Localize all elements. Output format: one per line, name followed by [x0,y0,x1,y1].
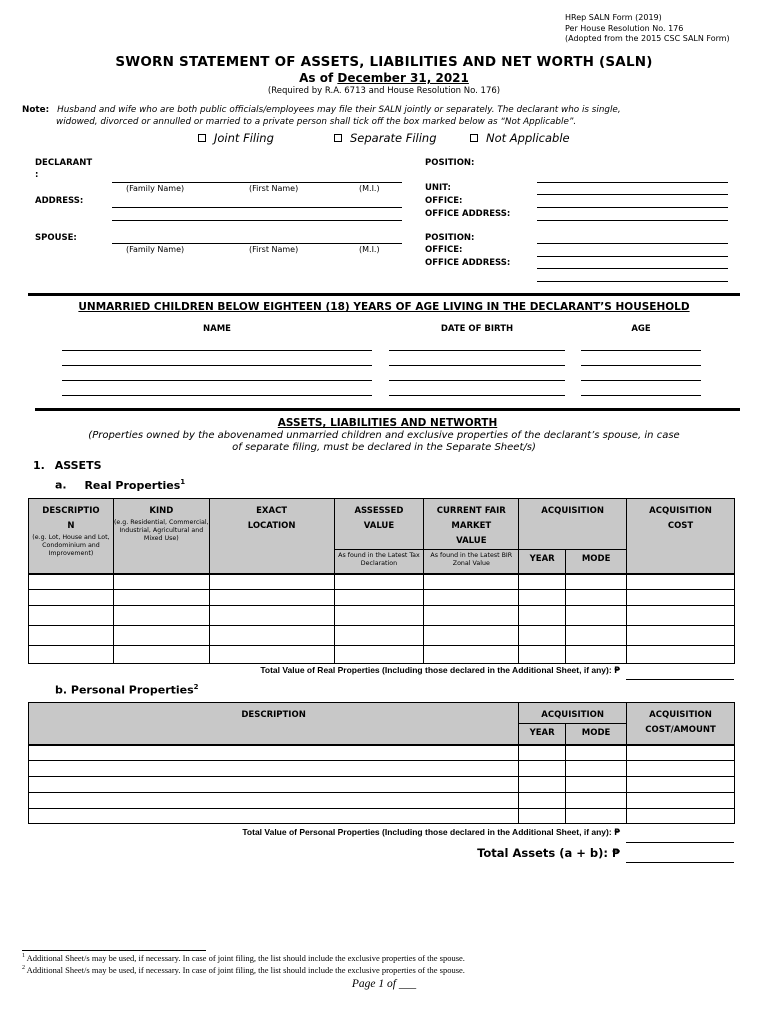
declarant-family-name-caption: (Family Name) [126,184,185,193]
table-row [29,761,735,777]
footnote-2-text: Additional Sheet/s may be used, if necessary. In case of joint filing, the list should include the exclusive properties of the spouse. [26,965,465,975]
table-cell[interactable] [29,606,114,626]
spouse-position-label: POSITION: [425,233,475,243]
table-cell[interactable] [566,793,627,809]
table-cell[interactable] [209,574,334,590]
spouse-label: SPOUSE: [35,233,77,243]
required-by: (Required by R.A. 6713 and House Resolution No. 176) [267,86,501,96]
filing-note [22,104,752,128]
assets-heading-text: ASSETS [54,459,102,472]
real-assessed-header-a: ASSESSED [354,506,404,516]
personal-properties-table [28,702,735,824]
table-cell[interactable] [566,777,627,793]
table-cell[interactable] [334,590,424,606]
not-applicable-label: Not Applicable [486,131,570,145]
table-cell[interactable] [519,745,566,761]
peso-sign: ₱ [611,846,620,860]
spouse-office-address-field-2[interactable] [537,281,728,282]
table-row [29,574,735,590]
spouse-position-field[interactable] [537,243,728,244]
real-year-header: YEAR [519,550,566,574]
real-assessed-note-text: As found in the Latest Tax Declaration [338,552,420,567]
table-cell[interactable] [566,626,627,646]
table-cell[interactable] [29,646,114,664]
real-total-field[interactable] [626,679,734,680]
table-row [29,626,735,646]
table-cell[interactable] [566,646,627,664]
child-age-field[interactable] [581,365,701,366]
spouse-mi-caption: (M.I.) [359,245,380,254]
not-applicable-option[interactable] [470,131,570,145]
declarant-position-field[interactable] [537,182,728,183]
declarant-office-address-label: OFFICE ADDRESS: [425,209,511,219]
real-cost-header-b: COST [667,521,694,531]
real-description-header-b: N [67,521,75,531]
personal-properties-letter: b. [55,683,68,697]
table-cell[interactable] [113,590,209,606]
real-assessed-note [334,550,424,574]
declarant-first-name-caption: (First Name) [249,184,299,193]
personal-acquisition-header: ACQUISITION [519,703,627,724]
total-assets-line [400,846,620,860]
note-line-2: widowed, divorced or annulled or married to a private person shall tick off the box marked below as “Not Applicable”. [56,117,577,127]
assets-subtitle-line-2: of separate filing, must be declared in the Separate Sheet/s) [232,442,536,453]
peso-sign: ₱ [614,666,620,676]
table-cell[interactable] [424,606,519,626]
resolution-reference: Per House Resolution No. 176 [565,23,684,33]
page-number: Page 1 of ___ [351,978,417,990]
personal-total-line [30,827,620,838]
assets-heading-number: 1. [33,459,45,472]
note-line-1: Husband and wife who are both public officials/employees may file their SALN jointly or separately. The declarant who is single, [57,105,621,115]
real-kind-header [113,499,209,574]
personal-year-header: YEAR [519,724,566,745]
table-cell[interactable] [424,626,519,646]
note-label: Note: [22,105,50,115]
declarant-office-field[interactable] [537,207,728,208]
table-cell[interactable] [627,777,735,793]
spouse-family-name-caption: (Family Name) [126,245,185,254]
spouse-office-label: OFFICE: [425,245,463,255]
child-name-field[interactable] [62,365,372,366]
separate-filing-checkbox[interactable] [334,134,342,142]
table-cell[interactable] [566,809,627,824]
table-cell[interactable] [627,590,735,606]
table-cell[interactable] [29,777,519,793]
real-properties-footnote-ref: 1 [180,478,186,486]
personal-total-field[interactable] [626,842,734,843]
real-properties-heading [55,478,185,492]
form-title: SWORN STATEMENT OF ASSETS, LIABILITIES AND NET WORTH (SALN) [115,54,653,70]
real-cost-header [627,499,735,574]
table-row [29,809,735,824]
total-assets-label: Total Assets (a + b): [477,846,608,860]
table-cell[interactable] [29,626,114,646]
table-cell[interactable] [29,745,519,761]
table-cell[interactable] [566,590,627,606]
joint-filing-label: Joint Filing [214,131,274,145]
table-cell[interactable] [519,777,566,793]
table-cell[interactable] [424,590,519,606]
table-row [29,745,735,761]
table-cell[interactable] [627,606,735,626]
real-properties-letter: a. [55,478,67,492]
as-of-prefix: As of [299,71,338,85]
personal-description-header: DESCRIPTION [29,703,519,745]
table-row [29,606,735,626]
table-row [29,590,735,606]
joint-filing-option[interactable] [198,131,274,145]
declarant-label: DECLARANT [35,158,93,168]
separate-filing-label: Separate Filing [350,131,437,145]
declarant-position-label: POSITION: [425,158,475,168]
table-cell[interactable] [519,761,566,777]
assets-section-subtitle [0,430,768,454]
declarant-name-field[interactable] [112,182,402,183]
table-cell[interactable] [29,793,519,809]
footnote-separator [22,950,206,951]
table-cell[interactable] [519,626,566,646]
personal-properties-footnote-ref: 2 [193,683,199,691]
spouse-office-address-field-1[interactable] [537,268,728,269]
personal-cost-header [627,703,735,745]
assets-heading [33,459,102,472]
footnote-1 [22,953,465,963]
real-description-header [29,499,114,574]
spouse-name-field[interactable] [112,243,402,244]
table-cell[interactable] [424,574,519,590]
table-cell[interactable] [209,626,334,646]
real-fair-value-note [424,550,519,574]
table-row [29,777,735,793]
form-header-note [565,13,730,45]
table-cell[interactable] [334,626,424,646]
real-location-header-a: EXACT [256,506,288,516]
table-cell[interactable] [519,606,566,626]
personal-cost-header-b: COST/AMOUNT [645,725,716,735]
table-cell[interactable] [29,590,114,606]
table-cell[interactable] [627,646,735,664]
real-properties-table [28,498,735,664]
as-of-date: December 31, 2021 [337,71,469,85]
assets-top-rule [35,408,740,411]
real-cost-header-a: ACQUISITION [649,506,712,516]
unit-field[interactable] [537,194,728,195]
children-top-rule [28,293,740,296]
footnote-2 [22,965,465,975]
table-cell[interactable] [627,574,735,590]
real-assessed-header [334,499,424,550]
table-cell[interactable] [113,574,209,590]
address-field-1[interactable] [112,207,402,208]
table-cell[interactable] [519,646,566,664]
declarant-colon: : [35,170,39,180]
children-name-header: NAME [203,324,231,334]
table-cell[interactable] [519,809,566,824]
footnote-2-number: 2 [22,965,25,972]
address-field-2[interactable] [112,220,402,221]
real-fair-value-header-c: VALUE [456,536,487,546]
separate-filing-option[interactable] [334,131,437,145]
not-applicable-checkbox[interactable] [470,134,478,142]
table-cell[interactable] [334,646,424,664]
table-cell[interactable] [566,606,627,626]
child-age-field[interactable] [581,350,701,351]
table-cell[interactable] [566,761,627,777]
declarant-mi-caption: (M.I.) [359,184,380,193]
peso-sign: ₱ [614,828,620,838]
real-total-line [30,665,620,676]
table-cell[interactable] [566,574,627,590]
children-dob-header: DATE OF BIRTH [440,324,514,334]
real-properties-title: Real Properties [84,478,181,492]
table-cell[interactable] [627,809,735,824]
personal-properties-heading [55,683,199,697]
child-name-field[interactable] [62,380,372,381]
child-name-field[interactable] [62,395,372,396]
child-name-field[interactable] [62,350,372,351]
table-cell[interactable] [627,761,735,777]
child-dob-field[interactable] [389,365,565,366]
child-age-field[interactable] [581,395,701,396]
total-assets-field[interactable] [626,862,734,863]
real-acquisition-header: ACQUISITION [519,499,627,550]
table-cell[interactable] [113,606,209,626]
real-description-header-a: DESCRIPTIO [42,506,100,516]
personal-properties-title: Personal Properties [70,683,194,697]
real-mode-header: MODE [566,550,627,574]
joint-filing-checkbox[interactable] [198,134,206,142]
real-fair-value-header [424,499,519,550]
child-dob-field[interactable] [389,395,565,396]
form-version: HRep SALN Form (2019) [565,13,662,22]
table-cell[interactable] [519,574,566,590]
table-row [29,646,735,664]
real-location-header-b: LOCATION [247,521,296,531]
table-cell[interactable] [519,590,566,606]
spouse-office-address-label: OFFICE ADDRESS: [425,258,511,268]
assets-subtitle-line-1: (Properties owned by the abovenamed unmarried children and exclusive properties of the declarant’s spouse, in case [88,430,680,441]
declarant-office-label: OFFICE: [425,196,463,206]
child-age-field[interactable] [581,380,701,381]
real-location-header [209,499,334,574]
table-cell[interactable] [627,626,735,646]
as-of-line [0,71,768,85]
personal-total-label: Total Value of Personal Properties (Including those declared in the Additional Sheet, if any): [242,827,612,837]
real-total-label: Total Value of Real Properties (Including those declared in the Additional Sheet, if any): [260,665,612,675]
real-fair-value-note-text: As found in the Latest BIR Zonal Value [430,552,513,567]
table-row [29,793,735,809]
table-cell[interactable] [424,646,519,664]
table-cell[interactable] [334,574,424,590]
table-cell[interactable] [627,745,735,761]
spouse-office-field[interactable] [537,256,728,257]
real-kind-header-text: KIND [149,506,174,516]
real-fair-value-header-a: CURRENT FAIR [436,506,506,516]
table-cell[interactable] [209,606,334,626]
table-cell[interactable] [519,793,566,809]
declarant-office-address-field[interactable] [537,220,728,221]
real-description-header-note: (e.g. Lot, House and Lot, Condominium and Improvement) [32,534,110,557]
footnote-1-text: Additional Sheet/s may be used, if necessary. In case of joint filing, the list should include the exclusive properties of the spouse. [26,953,465,963]
children-section-title: UNMARRIED CHILDREN BELOW EIGHTEEN (18) YEARS OF AGE LIVING IN THE DECLARANT’S HOUSEHOLD [78,301,690,313]
table-cell[interactable] [209,646,334,664]
real-kind-header-note: (e.g. Residential, Commercial, Industrial, Agricultural and Mixed Use) [113,519,209,542]
table-cell[interactable] [29,761,519,777]
assets-section-title: ASSETS, LIABILITIES AND NETWORTH [277,417,498,429]
table-cell[interactable] [627,793,735,809]
personal-mode-header: MODE [566,724,627,745]
personal-cost-header-a: ACQUISITION [649,710,712,720]
table-cell[interactable] [566,745,627,761]
table-cell[interactable] [29,809,519,824]
table-cell[interactable] [29,574,114,590]
table-cell[interactable] [209,590,334,606]
address-label: ADDRESS: [35,196,84,206]
table-cell[interactable] [334,606,424,626]
adoption-note: (Adopted from the 2015 CSC SALN Form) [565,34,730,43]
children-age-header: AGE [631,324,651,334]
table-cell[interactable] [113,626,209,646]
child-dob-field[interactable] [389,380,565,381]
unit-label: UNIT: [425,183,451,193]
table-cell[interactable] [113,646,209,664]
real-assessed-header-b: VALUE [363,521,395,531]
footnote-1-number: 1 [22,953,25,960]
spouse-first-name-caption: (First Name) [249,245,299,254]
child-dob-field[interactable] [389,350,565,351]
real-fair-value-header-b: MARKET [451,521,492,531]
